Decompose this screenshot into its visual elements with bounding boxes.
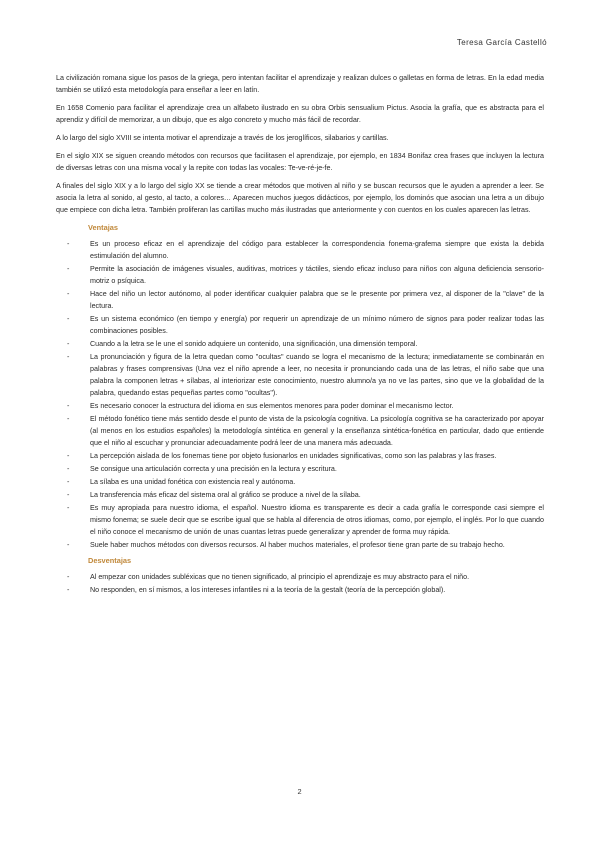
list-item-text: No responden, en sí mismos, a los intereses infantiles ni a la teoría de la gestalt (teoría de la percepción global). <box>90 586 446 594</box>
list-item-text: Al empezar con unidades subléxicas que no tienen significado, al principio el aprendizaje es muy abstracto para el niño. <box>90 573 470 581</box>
list-item <box>56 263 544 287</box>
list-item <box>56 413 544 449</box>
paragraph: En 1658 Comenio para facilitar el aprendizaje crea un alfabeto ilustrado en su obra Orbis sensualium Pictus. Asocia la grafía, que es abstracta para el aprendiz y difícil de memorizar, a un dibujo, que es algo concreto y mucho más fácil de recordar. <box>56 104 544 124</box>
list-item-text: Es necesario conocer la estructura del idioma en sus elementos menores para poder dominar el mecanismo lector. <box>90 402 454 410</box>
dash-bullet-icon: - <box>67 573 70 581</box>
list-item <box>56 400 544 412</box>
paragraph: A lo largo del siglo XVIII se intenta motivar el aprendizaje a través de los jeroglíficos, silabarios y cartillas. <box>56 134 389 142</box>
desventajas-heading: Desventajas <box>88 556 132 565</box>
dash-bullet-icon: - <box>67 491 70 499</box>
list-item <box>56 450 544 462</box>
list-item <box>56 463 544 475</box>
list-item-text: Hace del niño un lector autónomo, al poder identificar cualquier palabra que se le presente por primera vez, al disponer de la "clave" de la lectura. <box>90 290 544 310</box>
dash-bullet-icon: - <box>67 478 70 486</box>
list-item <box>56 238 544 262</box>
list-item-text: La percepción aislada de los fonemas tiene por objeto fusionarlos en unidades significativas, como son las palabras y las frases. <box>90 452 497 460</box>
list-item <box>56 313 544 337</box>
list-item <box>56 571 544 583</box>
list-item <box>56 288 544 312</box>
list-item-text: La sílaba es una unidad fonética con existencia real y autónoma. <box>90 478 296 486</box>
list-item-text: La transferencia más eficaz del sistema oral al gráfico se produce a nivel de la sílaba. <box>90 491 361 499</box>
dash-bullet-icon: - <box>67 452 70 460</box>
dash-bullet-icon: - <box>67 586 70 594</box>
ventajas-list <box>56 238 544 551</box>
list-item <box>56 476 544 488</box>
paragraph: A finales del siglo XIX y a lo largo del siglo XX se tiende a crear métodos que motiven al niño y se buscan recursos que le ayuden a aprender a leer. Se asocia la letra al sonido, al gesto, al tacto, a colores… Aparecen muchos juegos didácticos, por ejemplo, los dominós que asocian una letra a un dibujo que empiece con dicha letra. También proliferan las cartillas mucho más ilustradas que anteriormente y con cuentos en los cuales aparecen las letras. <box>56 182 544 214</box>
list-item-text: Es muy apropiada para nuestro idioma, el español. Nuestro idioma es transparente es decir a cada grafía le corresponde casi siempre el mismo fonema; se suele decir que se escribe igual que se habla al diferencia de otros idiomas, como, por ejemplo, el inglés. Por lo que cuando el niño conoce el mecanismo de unión de unas cuantas letras puede generalizar y aprender de forma muy rápida. <box>90 504 544 536</box>
paragraph: En el siglo XIX se siguen creando métodos con recursos que facilitasen el aprendizaje, por ejemplo, en 1834 Bonifaz crea frases que incluyen la lectura de diversas letras con una misma vocal y la repite con todas las vocales: Te-ve-ré-je-fe. <box>56 152 544 172</box>
dash-bullet-icon: - <box>67 240 70 248</box>
list-item <box>56 489 544 501</box>
paragraph: La civilización romana sigue los pasos de la griega, pero intentan facilitar el aprendizaje y realizan dulces o galletas en forma de letras. En la edad media también se utilizó esta metodología para enseñar a leer en latín. <box>56 74 544 94</box>
header-author: Teresa García Castelló <box>456 38 547 47</box>
dash-bullet-icon: - <box>67 353 70 361</box>
list-item <box>56 338 544 350</box>
dash-bullet-icon: - <box>67 290 70 298</box>
page-number: 2 <box>297 787 302 796</box>
dash-bullet-icon: - <box>67 541 70 549</box>
dash-bullet-icon: - <box>67 265 70 273</box>
list-item-text: Permite la asociación de imágenes visuales, auditivas, motrices y táctiles, siendo eficaz incluso para niños con alguna deficiencia sensorio- motriz o psíquica. <box>90 265 544 285</box>
page-content <box>56 72 544 600</box>
list-item-text: El método fonético tiene más sentido desde el punto de vista de la psicología cognitiva. La psicología cognitiva se ha caracterizado por apoyar (al menos en los estudios españoles) la metodología sintética en general y la enseñanza sintética-fonética en particular, dado que entiende que el niño al escuchar y pronunciar adecuadamente podrá leer de una manera más adecuada. <box>90 415 544 447</box>
ventajas-heading: Ventajas <box>88 223 118 232</box>
dash-bullet-icon: - <box>67 402 70 410</box>
dash-bullet-icon: - <box>67 465 70 473</box>
list-item-text: Suele haber muchos métodos con diversos recursos. Al haber muchos materiales, el profesor tiene gran parte de su trabajo hecho. <box>90 541 505 549</box>
list-item <box>56 351 544 399</box>
dash-bullet-icon: - <box>67 415 70 423</box>
list-item <box>56 584 544 596</box>
list-item-text: Cuando a la letra se le une el sonido adquiere un contenido, una significación, una dimensión temporal. <box>90 340 418 348</box>
list-item <box>56 502 544 538</box>
dash-bullet-icon: - <box>67 504 70 512</box>
list-item-text: La pronunciación y figura de la letra quedan como "ocultas" cuando se logra el mecanismo de la lectura; inmediatamente se combinarán en palabras y frases comprensivas (Una vez el niño aprende a leer, no necesita ir pronunciando cada una de las letras, el niño sabe que una palabra la componen letras + sílabas, al interiorizar este conocimiento, nuestro alumno/a ya no ve las partes, sino que ve la globalidad de la palabra, quedando estas pequeñas partes como "ocultas"). <box>90 353 544 397</box>
desventajas-list <box>56 571 544 596</box>
list-item-text: Es un sistema económico (en tiempo y energía) por requerir un aprendizaje de un mínimo número de signos para poder realizar todas las combinaciones posibles. <box>90 315 544 335</box>
dash-bullet-icon: - <box>67 315 70 323</box>
list-item <box>56 539 544 551</box>
dash-bullet-icon: - <box>67 340 70 348</box>
list-item-text: Se consigue una articulación correcta y una precisión en la lectura y escritura. <box>90 465 337 473</box>
list-item-text: Es un proceso eficaz en el aprendizaje del código para establecer la correspondencia fonema-grafema siempre que exista la debida estimulación del alumno. <box>90 240 544 260</box>
